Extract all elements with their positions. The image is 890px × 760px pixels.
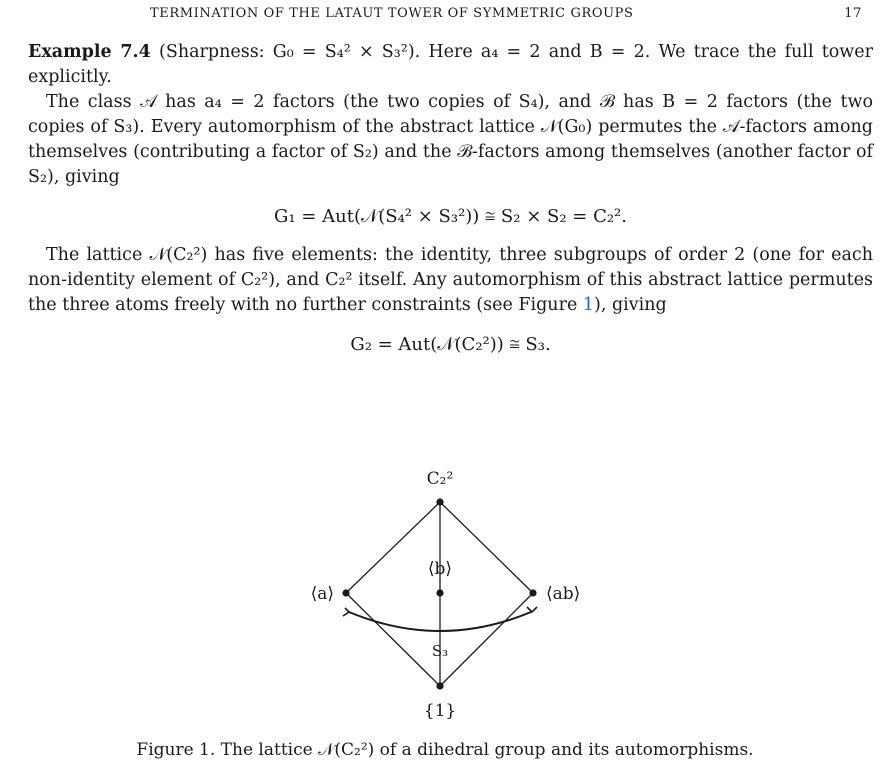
node-bottom bbox=[436, 682, 443, 689]
node-middle bbox=[436, 589, 443, 596]
label-arrow: S₃ bbox=[431, 642, 449, 660]
arrowhead-left-icon bbox=[343, 608, 349, 616]
label-top: C₂² bbox=[426, 469, 454, 489]
edge-right-bottom bbox=[440, 593, 533, 686]
node-top bbox=[436, 498, 443, 505]
edge-top-right bbox=[440, 502, 533, 593]
edge-top-left bbox=[346, 502, 440, 593]
page-number: 17 bbox=[844, 6, 862, 21]
edge-left-bottom bbox=[346, 593, 440, 686]
example-label: Example 7.4 bbox=[28, 42, 151, 62]
node-right bbox=[529, 589, 536, 596]
header-title: TERMINATION OF THE LATAUT TOWER OF SYMMETRIC GROUPS bbox=[150, 6, 634, 21]
example-lead-rest: Here a₄ = 2 and B = 2. We trace the full tower explicitly. bbox=[28, 42, 874, 87]
label-left: ⟨a⟩ bbox=[310, 584, 334, 604]
node-left bbox=[342, 589, 349, 596]
equation-g2: G₂ = Aut(𝒩(C₂²)) ≅ S₃. bbox=[350, 334, 551, 355]
label-right: ⟨ab⟩ bbox=[546, 584, 581, 604]
arrowhead-right-icon bbox=[527, 607, 537, 612]
paragraph-lattice-tail: ), giving bbox=[594, 295, 667, 315]
equation-g1: G₁ = Aut(𝒩(S₄² × S₃²)) ≅ S₂ × S₂ = C₂². bbox=[274, 206, 627, 227]
figure-caption: Figure 1. The lattice 𝒩(C₂²) of a dihedral group and its automorphisms. bbox=[136, 740, 754, 760]
paragraph-classes: The class 𝒜 has a₄ = 2 factors (the two copies of S₄), and ℬ has B = 2 factors (the two copies of S₃). Every automorphism of the abstract lattice 𝒩(G₀) permutes the 𝒜-factors among themselves (contributing a factor of S₂) and the ℬ-factors among themselves (another factor of S₂), giving bbox=[28, 92, 873, 187]
label-middle: ⟨b⟩ bbox=[427, 559, 453, 579]
paragraph-lattice-text: The lattice 𝒩(C₂²) has five elements: the identity, three subgroups of order 2 (one for each non-identity element of C₂²), and C₂² itself. Any automorphism of this abstract lattice permutes the three atoms freely with no further constraints (see Figure bbox=[28, 245, 873, 315]
label-bottom: {1} bbox=[423, 701, 457, 721]
figure-reference-link[interactable]: 1 bbox=[582, 295, 595, 315]
example-lead: (Sharpness: G₀ = S₄² × S₃²). bbox=[159, 42, 421, 62]
